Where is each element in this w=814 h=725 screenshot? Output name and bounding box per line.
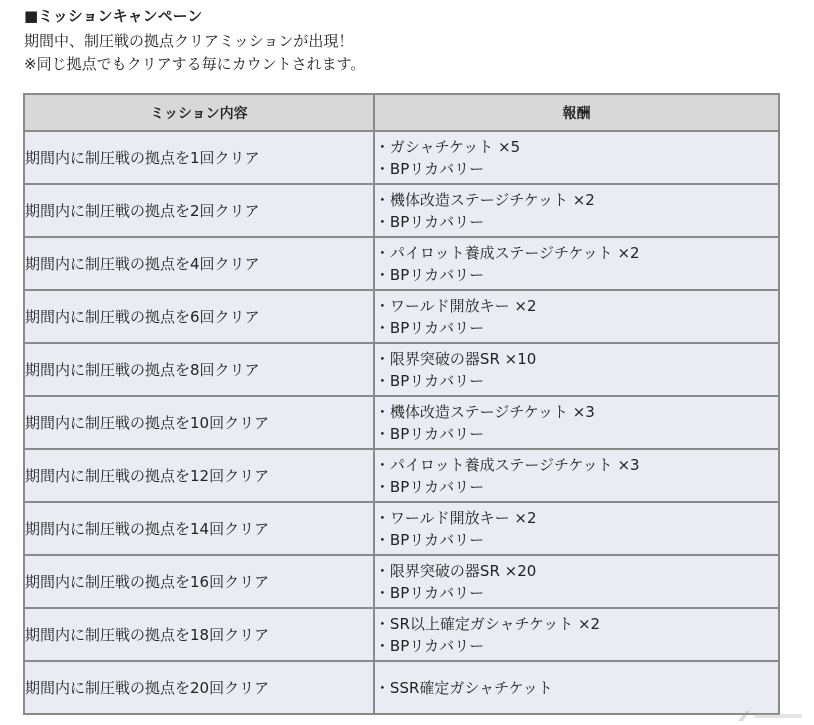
reward-item: ・機体改造ステージチケット ×3	[374, 402, 595, 421]
mission-cell: 期間内に制圧戦の拠点を8回クリア	[24, 343, 374, 396]
reward-item: ・BPリカバリー	[374, 424, 485, 443]
mission-table	[23, 93, 780, 715]
mission-cell: 期間内に制圧戦の拠点を12回クリア	[24, 449, 374, 502]
page-heading: ■ミッションキャンペーン	[24, 7, 203, 25]
reward-item: ・限界突破の器SR ×20	[374, 561, 537, 580]
mission-cell: 期間内に制圧戦の拠点を4回クリア	[24, 237, 374, 290]
table-row	[24, 290, 779, 343]
table-row	[24, 661, 779, 714]
reward-item: ・パイロット養成ステージチケット ×3	[374, 455, 640, 474]
table-row	[24, 131, 779, 184]
reward-item: ・BPリカバリー	[374, 583, 485, 602]
mission-cell: 期間内に制圧戦の拠点を2回クリア	[24, 184, 374, 237]
table-header-row	[24, 94, 779, 131]
table-row	[24, 237, 779, 290]
mission-cell: 期間内に制圧戦の拠点を18回クリア	[24, 608, 374, 661]
reward-cell	[374, 237, 779, 290]
reward-column-header: 報酬	[374, 94, 779, 131]
reward-item: ・SSR確定ガシャチケット	[374, 678, 553, 697]
reward-item: ・ワールド開放キー ×2	[374, 296, 537, 315]
reward-item: ・パイロット養成ステージチケット ×2	[374, 243, 640, 262]
intro-line-2: ※同じ拠点でもクリアする毎にカウントされます。	[24, 55, 366, 73]
reward-item: ・BPリカバリー	[374, 530, 485, 549]
reward-item: ・BPリカバリー	[374, 265, 485, 284]
table-row	[24, 555, 779, 608]
reward-item: ・BPリカバリー	[374, 371, 485, 390]
reward-item: ・BPリカバリー	[374, 477, 485, 496]
mission-cell: 期間内に制圧戦の拠点を16回クリア	[24, 555, 374, 608]
reward-item: ・BPリカバリー	[374, 159, 485, 178]
reward-item: ・ガシャチケット ×5	[374, 137, 521, 156]
table-row	[24, 449, 779, 502]
reward-item: ・機体改造ステージチケット ×2	[374, 190, 595, 209]
table-row	[24, 502, 779, 555]
mission-column-header: ミッション内容	[24, 94, 374, 131]
reward-item: ・限界突破の器SR ×10	[374, 349, 537, 368]
reward-cell	[374, 184, 779, 237]
site-logo-watermark-icon	[736, 709, 804, 723]
intro-line-1: 期間中、制圧戦の拠点クリアミッションが出現！	[24, 32, 354, 50]
reward-cell	[374, 131, 779, 184]
table-row	[24, 184, 779, 237]
mission-cell: 期間内に制圧戦の拠点を6回クリア	[24, 290, 374, 343]
mission-cell: 期間内に制圧戦の拠点を1回クリア	[24, 131, 374, 184]
reward-cell	[374, 608, 779, 661]
table-row	[24, 396, 779, 449]
reward-cell	[374, 449, 779, 502]
reward-item: ・SR以上確定ガシャチケット ×2	[374, 614, 601, 633]
reward-cell	[374, 661, 779, 714]
reward-cell	[374, 502, 779, 555]
table-body	[24, 131, 779, 714]
table-row	[24, 608, 779, 661]
mission-cell: 期間内に制圧戦の拠点を14回クリア	[24, 502, 374, 555]
reward-cell	[374, 343, 779, 396]
reward-item: ・BPリカバリー	[374, 212, 485, 231]
reward-cell	[374, 555, 779, 608]
table-row	[24, 343, 779, 396]
reward-cell	[374, 290, 779, 343]
reward-cell	[374, 396, 779, 449]
mission-cell: 期間内に制圧戦の拠点を20回クリア	[24, 661, 374, 714]
reward-item: ・BPリカバリー	[374, 318, 485, 337]
reward-item: ・BPリカバリー	[374, 636, 485, 655]
reward-item: ・ワールド開放キー ×2	[374, 508, 537, 527]
mission-cell: 期間内に制圧戦の拠点を10回クリア	[24, 396, 374, 449]
